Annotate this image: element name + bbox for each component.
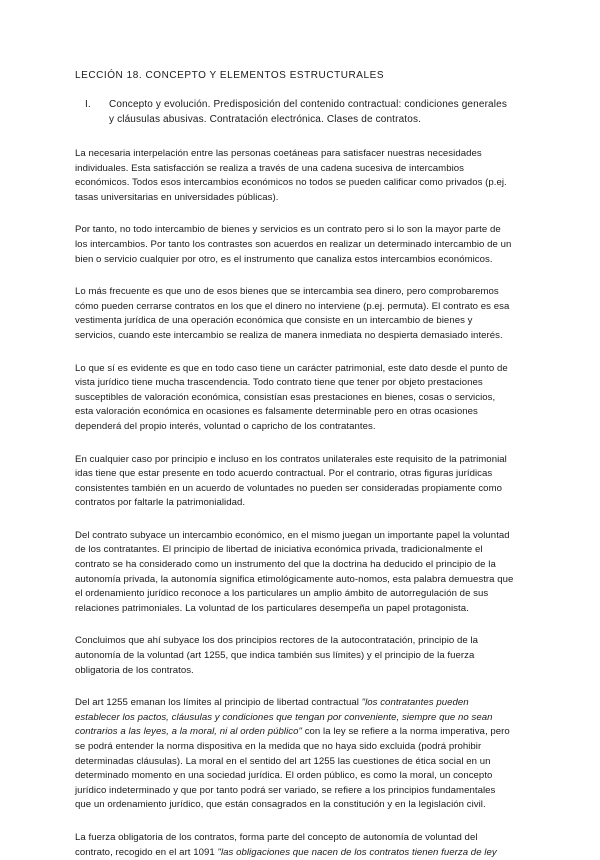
paragraph-9-quote: "las obligaciones que nacen de los contratos tienen fuerza de ley [217,846,497,858]
paragraph-9-intro: La fuerza obligatoria de los contratos, forma parte del concepto de autonomía de voluntad del contrato, recogido en el art 1091 [75,831,478,858]
paragraph-1: La necesaria interpelación entre las personas coetáneas para satisfacer nuestras necesidades individuales. Esta satisfacción se realiza a través de una cadena sucesiva de intercambios económicos. Todos esos intercambios económicos no todos se pueden calificar como privados (p.ej. tasas universitarias en universidades públicas). [75,148,507,203]
lesson-title: LECCIÓN 18. CONCEPTO Y ELEMENTOS ESTRUCTURALES [75,70,385,81]
paragraph-8-intro: Del art 1255 emanan los límites al principio de libertad contractual [75,697,362,709]
paragraph-8 [75,696,514,813]
paragraph-6: Del contrato subyace un intercambio económico, en el mismo juegan un importante papel la voluntad de los contratantes. El principio de libertad de iniciativa económica privada, tradicionalmente el contrato se ha considerado como un instrumento del que la doctrina ha deducido el principio de la autonomía privada, la autonomía significa etimológicamente auto-nomos, esta palabra demuestra que el ordenamiento jurídico reconoce a los particulares un amplio ámbito de autorregulación de sus relaciones patrimoniales. La voluntad de los particulares desempeña un papel protagonista. [75,529,514,614]
paragraph-2: Por tanto, no todo intercambio de bienes y servicios es un contrato pero si lo son la mayor parte de los intercambios. Por tanto los contrastes son acuerdos en realizar un determinado intercambio de un bien o servicio cualquier por otro, es el instrumento que canaliza estos intercambios económicos. [75,224,512,265]
section-heading [85,98,514,127]
paragraph-9 [75,831,514,860]
paragraph-5: En cualquier caso por principio e incluso en los contratos unilaterales este requisito de la patrimonial idas tiene que estar presente en todo acuerdo contractual. Por el contrario, otras figuras jurídicas consistentes también en un acuerdo de voluntades no pueden ser consideradas propiamente como contratos por faltarle la patrimonialidad. [75,453,507,509]
section-number: I. [85,99,91,110]
paragraph-3: Lo más frecuente es que uno de esos bienes que se intercambia sea dinero, pero comprobaremos cómo pueden cerrarse contratos en los que el dinero no interviene (p.ej. permuta). El contrato es esa vestimenta jurídica de una operación económica que consiste en un intercambio de bienes y servicios, cuando este intercambio se realiza de manera inmediata no despierta demasiado interés. [75,286,510,341]
paragraph-7: Concluimos que ahí subyace los dos principios rectores de la autocontratación, principio de la autonomía de la voluntad (art 1255, que indica también sus límites) y el principio de la fuerza obligatoria de los contratos. [75,635,479,676]
paragraph-8-quote: "los contratantes pueden establecer los pactos, cláusulas y condiciones que tengan por conveniente, siempre que no sean contrarios a las leyes, a la moral, ni al orden público" [75,697,493,738]
paragraph-4: Lo que sí es evidente es que en todo caso tiene un carácter patrimonial, este dato desde el punto de vista jurídico tiene mucha trascendencia. Todo contrato tiene que tener por objeto prestaciones susceptibles de valoración económica, consistían esas prestaciones en bienes, cosas o servicios, esta valoración económica en ocasiones es falsamente determinable pero en otras ocasiones dependerá del propio interés, voluntad o capricho de los contratantes. [75,362,508,432]
paragraph-8-rest: con la ley se refiere a la norma imperativa, pero se podrá entender la norma dispositiva en la medida que no haya sido excluida (podrá prohibir determinadas cláusulas). La moral en el sentido del art 1255 las cuestiones de ética social en un determinado momento en una sociedad jurídica. El orden público, es como la moral, un concepto jurídico indeterminado y que por tanto podrá ser variado, se refiere a los principios fundamentales que un ordenamiento jurídico, que están consagrados en la constitución y en la legislación civil. [75,726,510,811]
section-text: Concepto y evolución. Predisposición del contenido contractual: condiciones generales y cláusulas abusivas. Contratación electrónica. Clases de contratos. [109,99,507,125]
